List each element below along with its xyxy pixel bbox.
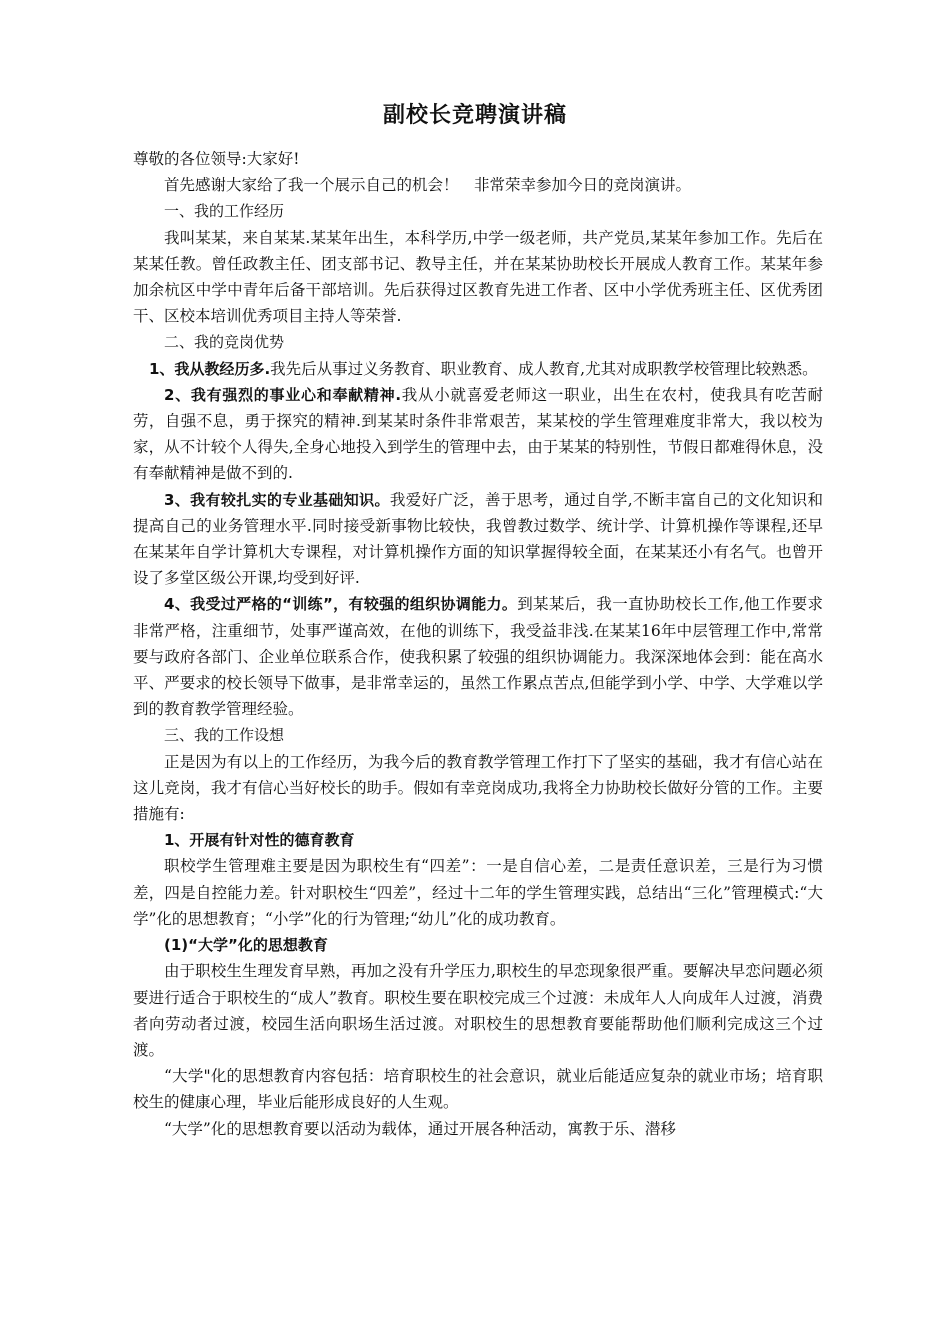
section-heading-advantages: 二、我的竞岗优势: [164, 333, 285, 352]
document-body: [133, 146, 823, 1142]
advantage-2-paragraph: [133, 382, 823, 487]
measure-1-paragraph: 职校学生管理难主要是因为职校生有“四差”：一是自信心差，二是责任意识差，三是行为习惯差，四是自控能力差。针对职校生“四差”，经过十二年的学生管理实践，总结出“三化”管理模式:“大学”化的思想教育；“小学”化的行为管理;“幼儿”化的成功教育。: [133, 857, 823, 928]
advantage-4-body: 到某某后，我一直协助校长工作,他工作要求非常严格，注重细节，处事严谨高效，在他的训练下，我受益非浅.在某某16年中层管理工作中,常常要与政府各部门、企业单位联系合作，使我积累了较强的组织协调能力。我深深地体会到：能在高水平、严要求的校长领导下做事，是非常幸运的，虽然工作累点苦点,但能学到小学、中学、大学难以学到的教育教学管理经验。: [133, 595, 823, 719]
advantage-3-paragraph: [133, 487, 823, 592]
section-heading-plans: 三、我的工作设想: [164, 726, 285, 745]
section-heading-experience: 一、我的工作经历: [164, 202, 285, 221]
advantage-3-lead: 3、我有较扎实的专业基础知识。: [164, 490, 390, 509]
document-title: 副校长竞聘演讲稿: [382, 103, 567, 128]
sub-1-paragraph-1: 由于职校生生理发育早熟，再加之没有升学压力,职校生的早恋现象很严重。要解决早恋问题必须要进行适合于职校生的“成人”教育。职校生要在职校完成三个过渡：未成年人人向成年人过渡，消费者向劳动者过渡，校园生活向职场生活过渡。对职校生的思想教育要能帮助他们顺利完成这三个过渡。: [133, 962, 823, 1059]
advantage-1-paragraph: [133, 356, 823, 382]
experience-paragraph: 我叫某某，来自某某.某某年出生，本科学历,中学一级老师，共产党员,某某年参加工作。先后在某某任教。曾任政教主任、团支部书记、教导主任，并在某某协助校长开展成人教育工作。某某年参加余杭区中学中青年后备干部培训。先后获得过区教育先进工作者、区中小学优秀班主任、区优秀团干、区校本培训优秀项目主持人等荣誉.: [133, 228, 823, 326]
advantage-1-body: 我先后从事过义务教育、职业教育、成人教育,尤其对成职教学校管理比较熟悉。: [270, 359, 818, 378]
advantage-1-lead: 1、我从教经历多.: [149, 359, 271, 378]
advantage-2-body: 我从小就喜爱老师这一职业，出生在农村，使我具有吃苦耐劳，自强不息，勇于探究的精神.到某某时条件非常艰苦，某某校的学生管理难度非常大，我以校为家，从不计较个人得失,全身心地投入到学生的管理中去，由于某某的特别性，节假日都难得休息，没有奉献精神是做不到的.: [133, 385, 823, 483]
greeting: 尊敬的各位领导:大家好!: [133, 150, 300, 168]
advantage-2-lead: 2、我有强烈的事业心和奉献精神.: [164, 385, 402, 404]
sub-1-paragraph-3: “大学”化的思想教育要以活动为载体，通过开展各种活动，寓教于乐、潜移: [164, 1119, 676, 1138]
sub-1-heading: (1)“大学”化的思想教育: [164, 936, 328, 955]
advantage-4-lead: 4、我受过严格的“训练”，有较强的组织协调能力。: [164, 595, 518, 614]
measure-1-heading: 1、开展有针对性的德育教育: [164, 831, 355, 850]
advantage-3-body: 我爱好广泛，善于思考，通过自学,不断丰富自己的文化知识和提高自己的业务管理水平.同时接受新事物比较快，我曾教过数学、统计学、计算机操作等课程,还早在某某年自学计算机大专课程，对计算机操作方面的知识掌握得较全面，在某某还小有名气。也曾开设了多堂区级公开课,均受到好评.: [133, 490, 823, 588]
advantage-4-paragraph: [133, 591, 823, 722]
plans-paragraph: 正是因为有以上的工作经历，为我今后的教育教学管理工作打下了坚实的基础，我才有信心站在这儿竞岗，我才有信心当好校长的助手。假如有幸竞岗成功,我将全力协助校长做好分管的工作。主要措施有:: [133, 752, 823, 824]
intro-paragraph: 首先感谢大家给了我一个展示自己的机会！ 非常荣幸参加今日的竞岗演讲。: [164, 176, 692, 195]
sub-1-paragraph-2: “大学"化的思想教育内容包括：培育职校生的社会意识，就业后能适应复杂的就业市场；培育职校生的健康心理，毕业后能形成良好的人生观。: [133, 1067, 823, 1112]
